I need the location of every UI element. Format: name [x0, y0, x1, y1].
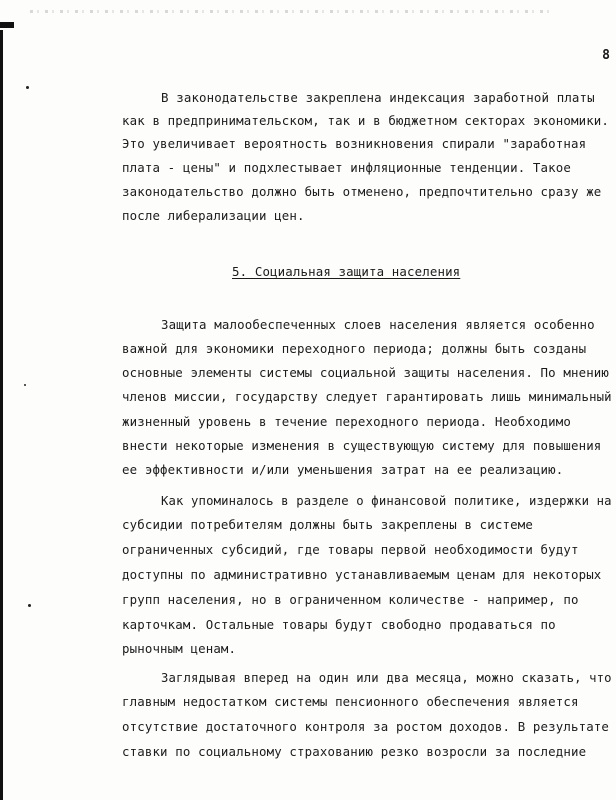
paragraph-line: Защита малообеспеченных слоев населения является особенно	[161, 317, 595, 332]
paragraph-line: важной для экономики переходного периода; должны быть созданы	[122, 341, 587, 356]
scan-noise-strip	[30, 10, 550, 13]
paragraph-line: после либерализации цен.	[122, 208, 305, 223]
binding-mark	[0, 22, 14, 28]
paragraph-line: рыночным ценам.	[122, 641, 237, 656]
paragraph-line: Заглядывая вперед на один или два месяца, можно сказать, что	[161, 670, 612, 685]
paragraph-line: В законодательстве закреплена индексация заработной платы	[161, 90, 595, 105]
page-edge-shadow	[0, 30, 3, 800]
paragraph-line: главным недостатком системы пенсионного обеспечения является	[122, 694, 579, 709]
paragraph-line: ее эффективности и/или уменьшения затрат на ее реализацию.	[122, 462, 564, 477]
section-heading: 5. Социальная защита населения	[232, 264, 461, 279]
paragraph-line: групп населения, но в ограниченном количестве - например, по	[122, 592, 579, 607]
paragraph-line: ставки по социальному страхованию резко возросли за последние	[122, 744, 587, 759]
paragraph-line: законодательство должно быть отменено, предпочтительно сразу же	[122, 184, 602, 199]
scan-speck	[24, 384, 26, 386]
paragraph-line: основные элементы системы социальной защиты населения. По мнению	[122, 365, 610, 380]
paragraph-line: плата - цены" и подхлестывает инфляционные тенденции. Такое	[122, 160, 571, 175]
paragraph-line: ограниченных субсидий, где товары первой необходимости будут	[122, 542, 579, 557]
paragraph-line: как в предпринимательском, так и в бюджетном секторах экономики.	[122, 113, 610, 128]
paragraph-line: жизненный уровень в течение переходного периода. Необходимо	[122, 414, 571, 429]
scan-speck	[26, 86, 29, 89]
paragraph-line: карточкам. Остальные товары будут свободно продаваться по	[122, 617, 556, 632]
page-number: 8	[602, 48, 610, 63]
paragraph-line: членов миссии, государству следует гарантировать лишь минимальный	[122, 389, 612, 404]
scan-speck	[28, 604, 31, 607]
paragraph-line: Это увеличивает вероятность возникновения спирали "заработная	[122, 136, 587, 151]
paragraph-line: Как упоминалось в разделе о финансовой политике, издержки на	[161, 493, 612, 508]
paragraph-line: отсутствие достаточного контроля за ростом доходов. В результате	[122, 719, 610, 734]
paragraph-line: внести некоторые изменения в существующую систему для повышения	[122, 438, 602, 453]
paragraph-line: субсидии потребителям должны быть закреплены в системе	[122, 517, 533, 532]
paragraph-line: доступны по административно устанавливаемым ценам для некоторых	[122, 567, 602, 582]
